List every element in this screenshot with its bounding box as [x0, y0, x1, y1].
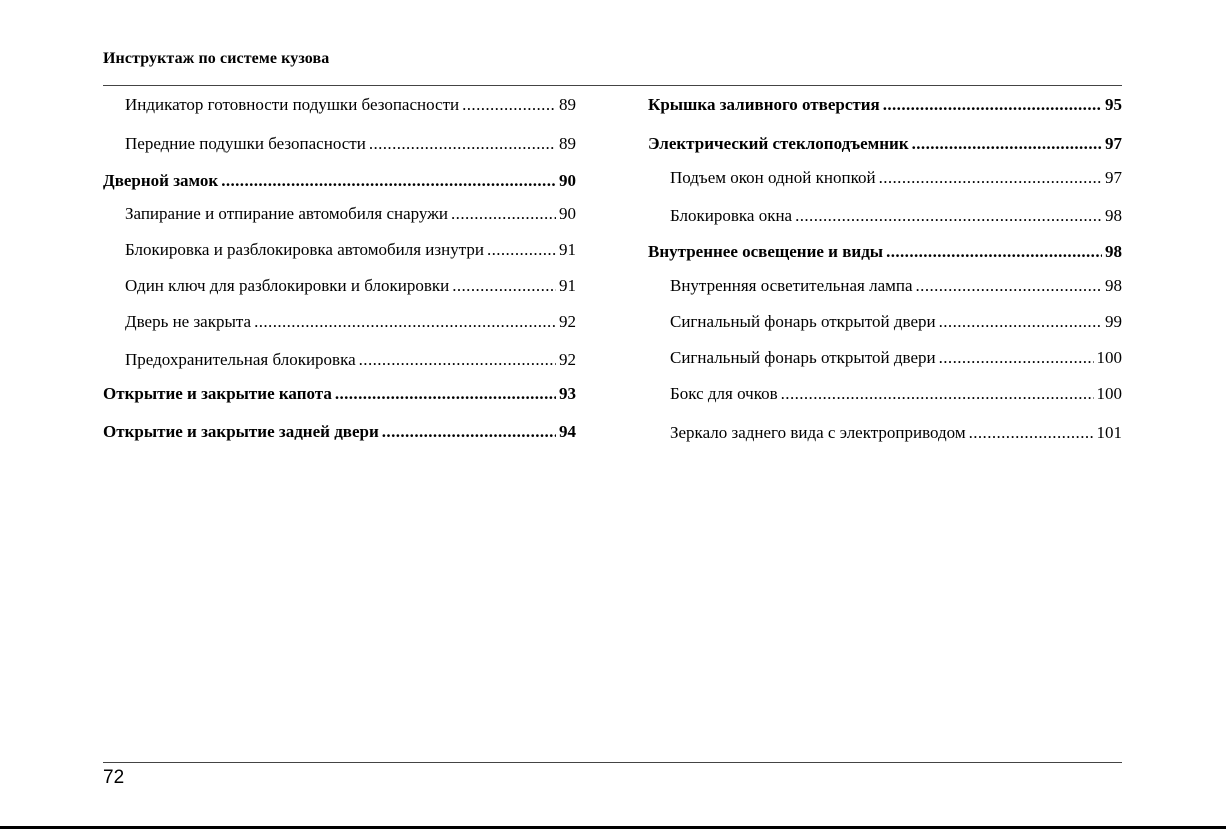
toc-entry-page: 92: [559, 350, 576, 369]
toc-section-label: Дверной замок: [103, 171, 219, 190]
header-rule: [103, 85, 1122, 86]
leader-dots: [939, 348, 1094, 368]
leader-dots: [939, 312, 1102, 332]
toc-section-label: Внутреннее освещение и виды: [648, 242, 884, 261]
toc-entry-label: Сигнальный фонарь открытой двери: [670, 348, 936, 367]
toc-entry-label: Сигнальный фонарь открытой двери: [670, 312, 936, 331]
toc-entry-page: 90: [559, 204, 576, 223]
leader-dots: [254, 312, 556, 332]
toc-section-page: 98: [1105, 242, 1122, 261]
toc-section[interactable]: [103, 422, 576, 442]
toc-entry[interactable]: [670, 384, 1122, 404]
leader-dots: [912, 134, 1102, 154]
toc-entry[interactable]: [670, 276, 1122, 296]
toc-entry-page: 98: [1105, 206, 1122, 225]
leader-dots: [795, 206, 1102, 226]
toc-section[interactable]: [648, 134, 1122, 154]
leader-dots: [451, 204, 556, 224]
toc-entry-label: Один ключ для разблокировки и блокировки: [125, 276, 450, 295]
toc-section-label: Открытие и закрытие задней двери: [103, 422, 379, 441]
leader-dots: [969, 423, 1094, 443]
leader-dots: [916, 276, 1102, 296]
toc-section[interactable]: [648, 95, 1122, 115]
toc-entry[interactable]: [670, 348, 1122, 368]
leader-dots: [369, 134, 556, 154]
toc-entry-page: 101: [1096, 423, 1122, 442]
toc-section-page: 93: [559, 384, 576, 403]
toc-entry-label: Внутренняя осветительная лампа: [670, 276, 913, 295]
toc-entry[interactable]: [125, 350, 576, 370]
toc-section-page: 94: [559, 422, 576, 441]
leader-dots: [452, 276, 556, 296]
toc-entry-label: Зеркало заднего вида с электроприводом: [670, 423, 966, 442]
leader-dots: [487, 240, 556, 260]
toc-entry[interactable]: [125, 95, 576, 115]
leader-dots: [883, 95, 1102, 115]
toc-section[interactable]: [648, 242, 1122, 262]
toc-entry[interactable]: [670, 168, 1122, 188]
toc-entry-page: 92: [559, 312, 576, 331]
toc-entry[interactable]: [670, 206, 1122, 226]
toc-entry-label: Блокировка окна: [670, 206, 793, 225]
toc-entry-page: 91: [559, 240, 576, 259]
toc-entry-label: Дверь не закрыта: [125, 312, 252, 331]
leader-dots: [879, 168, 1102, 188]
toc-entry-page: 100: [1096, 384, 1122, 403]
toc-section-page: 90: [559, 171, 576, 190]
page-number: 72: [103, 767, 125, 788]
toc-section-page: 95: [1105, 95, 1122, 114]
toc-entry-label: Бокс для очков: [670, 384, 778, 403]
leader-dots: [382, 422, 556, 442]
toc-section-label: Электрический стеклоподъемник: [648, 134, 909, 153]
leader-dots: [221, 171, 556, 191]
toc-entry[interactable]: [125, 134, 576, 154]
leader-dots: [462, 95, 556, 115]
toc-entry-page: 100: [1096, 348, 1122, 367]
leader-dots: [335, 384, 556, 404]
toc-entry[interactable]: [125, 240, 576, 260]
toc-section-page: 97: [1105, 134, 1122, 153]
toc-entry[interactable]: [670, 423, 1122, 443]
toc-entry[interactable]: [670, 312, 1122, 332]
leader-dots: [359, 350, 556, 370]
toc-section-label: Открытие и закрытие капота: [103, 384, 332, 403]
toc-entry-label: Предохранительная блокировка: [125, 350, 356, 369]
toc-entry-page: 91: [559, 276, 576, 295]
footer-rule: [103, 762, 1122, 763]
toc-entry-page: 89: [559, 134, 576, 153]
page-title: Инструктаж по системе кузова: [103, 50, 330, 67]
toc-entry-page: 89: [559, 95, 576, 114]
toc-entry-page: 97: [1105, 168, 1122, 187]
toc-entry-label: Передние подушки безопасности: [125, 134, 366, 153]
toc-entry-label: Блокировка и разблокировка автомобиля изнутри: [125, 240, 484, 259]
toc-entry-page: 99: [1105, 312, 1122, 331]
leader-dots: [781, 384, 1094, 404]
toc-section[interactable]: [103, 171, 576, 191]
toc-entry-label: Подъем окон одной кнопкой: [670, 168, 876, 187]
toc-entry-page: 98: [1105, 276, 1122, 295]
toc-section[interactable]: [103, 384, 576, 404]
toc-entry-label: Запирание и отпирание автомобиля снаружи: [125, 204, 449, 223]
toc-entry[interactable]: [125, 204, 576, 224]
toc-section-label: Крышка заливного отверстия: [648, 95, 880, 114]
toc-entry[interactable]: [125, 312, 576, 332]
leader-dots: [886, 242, 1102, 262]
toc-entry[interactable]: [125, 276, 576, 296]
toc-entry-label: Индикатор готовности подушки безопасности: [125, 95, 460, 114]
